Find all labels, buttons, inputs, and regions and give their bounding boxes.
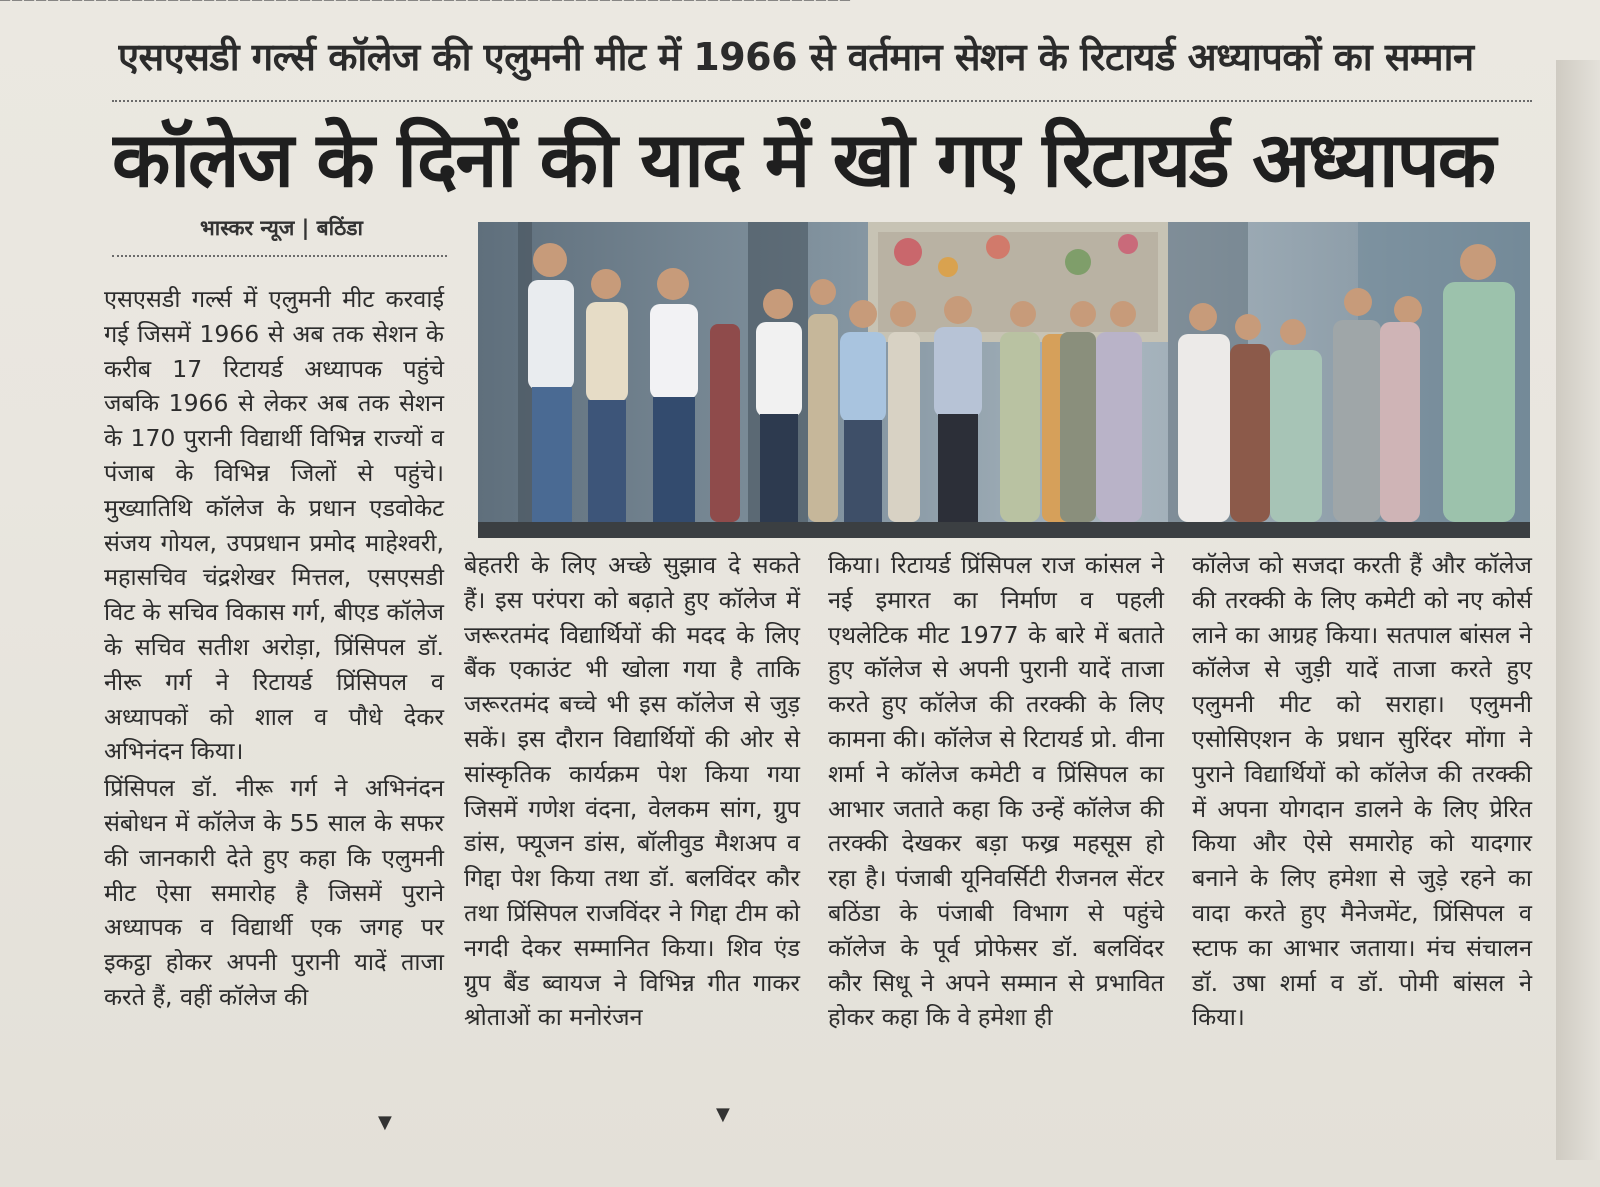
group-photo: [478, 222, 1530, 538]
main-headline: कॉलेज के दिनों की याद में खो गए रिटायर्ड अध्यापक: [112, 115, 1495, 204]
article-column-4: [1192, 548, 1532, 1037]
column-1-paragraph-2: प्रिंसिपल डॉ. नीरू गर्ग ने अभिनंदन संबोधन में कॉलेज के 55 साल के सफर की जानकारी देते हुए कहा कि एलुमनी मीट ऐसा समारोह है जिसमें पुराने अध्यापक व विद्यार्थी एक जगह पर इकट्ठा होकर अपनी पुरानी यादें ताजा करते हैं, वहीं कॉलेज की: [104, 774, 444, 1011]
column-4-text: कॉलेज को सजदा करती हैं और कॉलेज की तरक्की के लिए कमेटी को नए कोर्स लाने का आग्रह किया। सतपाल बांसल ने कॉलेज से जुड़ी यादें ताजा करते हुए एलुमनी मीट को सराहा। एलुमनी एसोसिएशन के प्रधान सुरिंदर मोंगा ने पुराने विद्यार्थियों को कॉलेज की तरक्की में अपना योगदान डालने के लिए प्रेरित किया और ऐसे समारोह को यादगार बनाने के लिए हमेशा से जुड़े रहने का वादा करते हुए मैनेजमेंट, प्रिंसिपल व स्टाफ का आभार जताया। मंच संचालन डॉ. उषा शर्मा व डॉ. पोमी बांसल ने किया।: [1192, 551, 1532, 1032]
print-mark: ▼: [716, 1104, 730, 1125]
kicker-headline: एसएसडी गर्ल्स कॉलेज की एलुमनी मीट में 1966 से वर्तमान सेशन के रिटायर्ड अध्यापकों का सम्मान: [118, 35, 1474, 79]
print-mark: ▼: [378, 1112, 392, 1133]
column-3-text: किया। रिटायर्ड प्रिंसिपल राज कांसल ने नई इमारत का निर्माण व पहली एथलेटिक मीट 1977 के बारे में बताते हुए कॉलेज से अपनी पुरानी यादें ताजा करते हुए कॉलेज की तरक्की के लिए कामना की। कॉलेज से रिटायर्ड प्रो. वीना शर्मा ने कॉलेज कमेटी व प्रिंसिपल का आभार जताते कहा कि उन्हें कॉलेज की तरक्की देखकर बड़ा फख्र महसूस हो रहा है। पंजाबी यूनिवर्सिटी रीजनल सेंटर बठिंडा के पंजाबी विभाग से पहुंचे कॉलेज के पूर्व प्रोफेसर डॉ. बलविंदर कौर सिधू ने अपने सम्मान से प्रभावित होकर कहा कि वे हमेशा ही: [828, 551, 1164, 1032]
previous-article-edge: ▔▔▔▔▔▔▔▔▔▔▔▔▔▔▔▔▔▔▔▔▔▔▔▔▔▔▔▔▔▔▔▔▔▔▔▔▔▔▔▔▔▔▔▔▔▔▔▔▔▔▔▔▔▔▔▔▔▔▔▔▔▔▔▔▔▔▔▔▔▔▔: [0, 0, 852, 14]
article-column-2: [464, 548, 800, 1037]
column-2-text: बेहतरी के लिए अच्छे सुझाव दे सकते हैं। इस परंपरा को बढ़ाते हुए कॉलेज में जरूरतमंद विद्यार्थियों की मदद के लिए बैंक एकाउंट भी खोला गया है ताकि जरूरतमंद बच्चे भी इस कॉलेज से जुड़ सकें। इस दौरान विद्यार्थियों की ओर से सांस्कृतिक कार्यक्रम पेश किया गया जिसमें गणेश वंदना, वेलकम सांग, ग्रुप डांस, फ्यूजन डांस, बॉलीवुड मैशअप व गिद्दा पेश किया तथा डॉ. बलविंदर कौर तथा प्रिंसिपल राजविंदर ने गिद्दा टीम को नगदी देकर सम्मानित किया। शिव एंड ग्रुप बैंड ब्वायज ने विभिन्न गीत गाकर श्रोताओं का मनोरंजन: [464, 551, 800, 1032]
kicker-rule: [112, 100, 1532, 102]
article-column-1: [104, 282, 444, 1017]
article-column-3: [828, 548, 1164, 1037]
byline-rule: [112, 255, 447, 257]
byline: भास्कर न्यूज | बठिंडा: [200, 216, 363, 240]
column-1-paragraph-1: एसएसडी गर्ल्स में एलुमनी मीट करवाई गई जिसमें 1966 से अब तक सेशन के करीब 17 रिटायर्ड अध्यापक पहुंचे जबकि 1966 से लेकर अब तक सेशन के 170 पुरानी विद्यार्थी विभिन्न राज्यों व पंजाब के विभिन्न जिलों से पहुंचे। मुख्यातिथि कॉलेज के प्रधान एडवोकेट संजय गोयल, उपप्रधान प्रमोद माहेश्वरी, महासचिव चंद्रशेखर मित्तल, एसएसडी विट के सचिव विकास गर्ग, बीएड कॉलेज के सचिव सतीश अरोड़ा, प्रिंसिपल डॉ. नीरू गर्ग ने रिटायर्ड प्रिंसिपल व अध्यापकों को शाल व पौधे देकर अभिनंदन किया।: [104, 285, 444, 766]
adjacent-page-edge: [1556, 60, 1600, 1160]
